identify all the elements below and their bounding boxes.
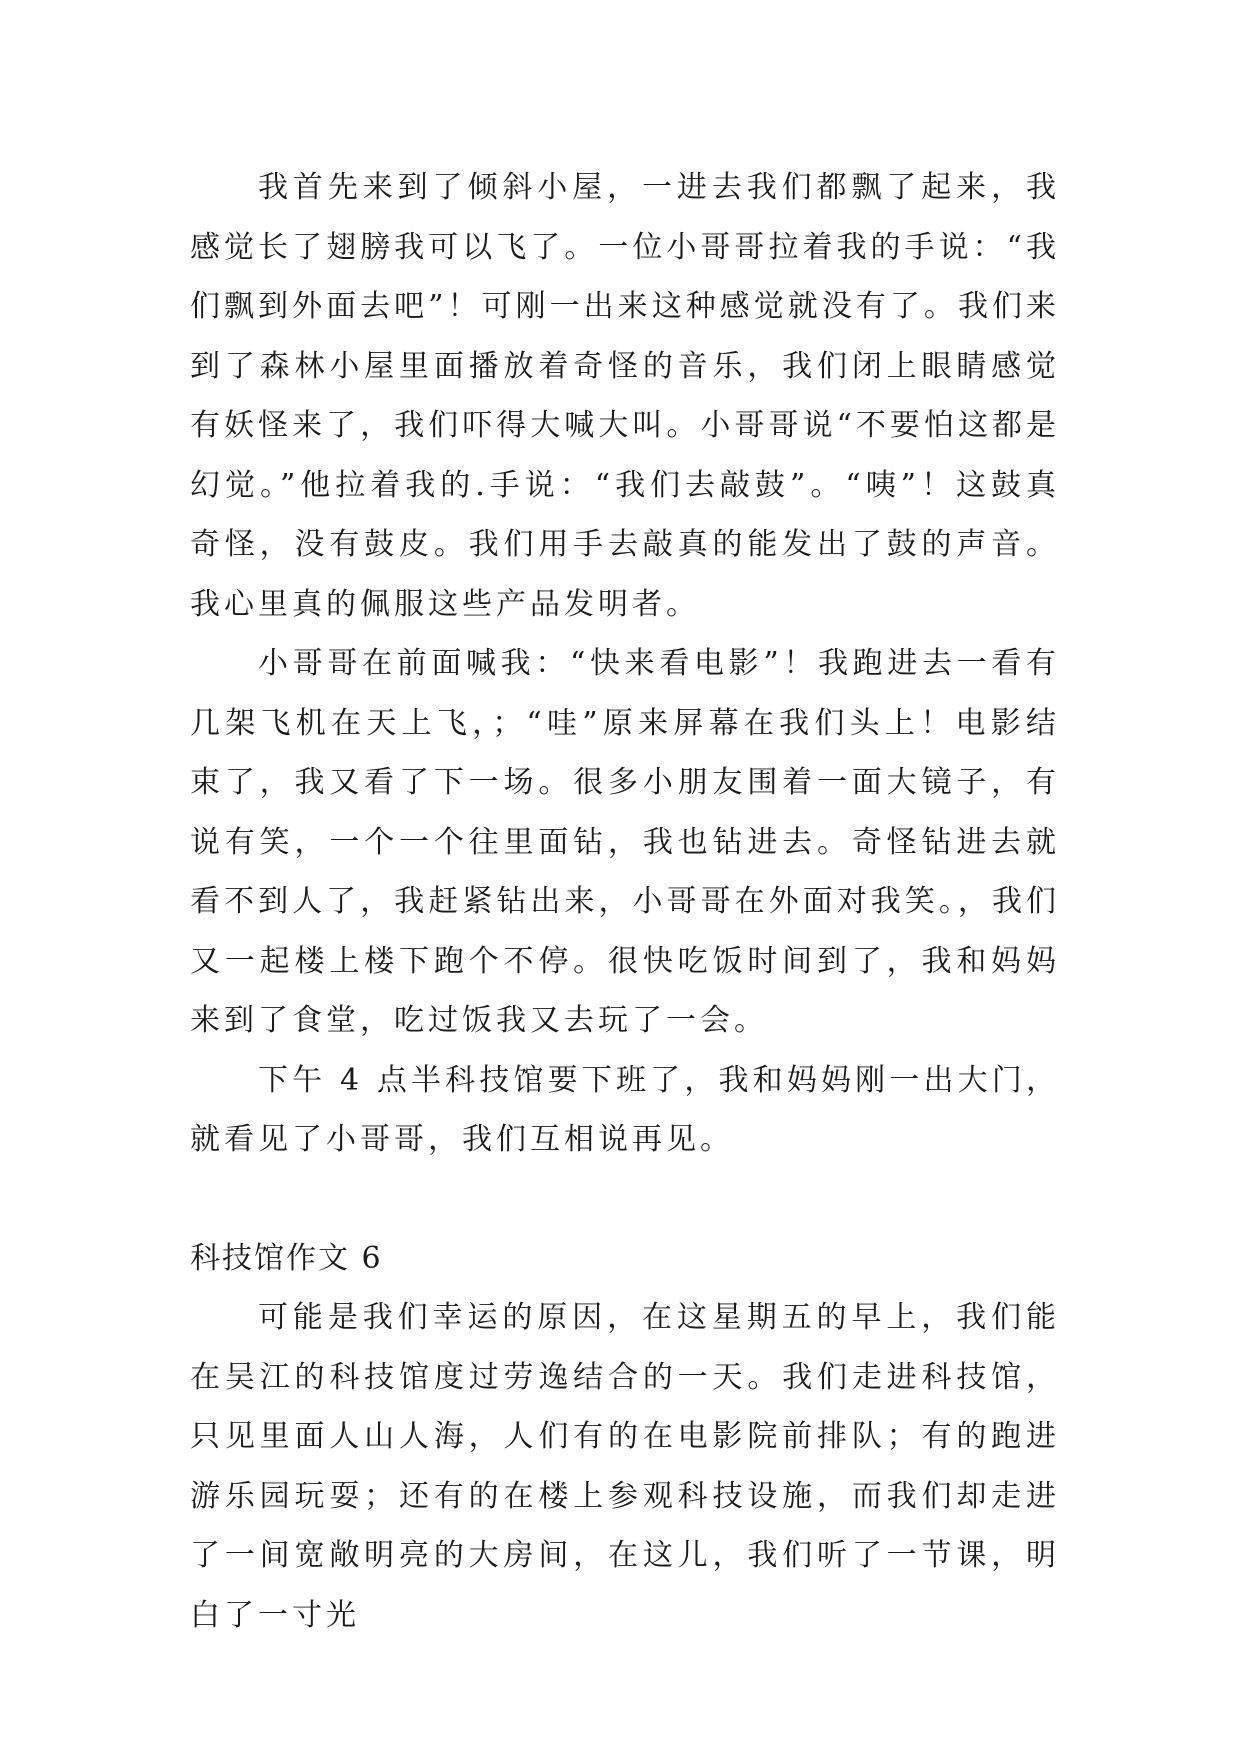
section-title: 科技馆作文 6 (190, 1240, 383, 1276)
paragraph-tilted-house: 我首先来到了倾斜小屋，一进去我们都飘了起来，我感觉长了翅膀我可以飞了。一位小哥哥拉着我的手说：“我们飘到外面去吧”！可刚一出来这种感觉就没有了。我们来到了森林小屋里面播放着奇怪的音乐，我们闭上眼睛感觉有妖怪来了，我们吓得大喊大叫。小哥哥说“不要怕这都是幻觉。”他拉着我的.手说：“我们去敲鼓”。“咦”！这鼓真奇怪，没有鼓皮。我们用手去敲真的能发出了鼓的声音。我心里真的佩服这些产品发明者。 (190, 170, 1060, 622)
page-content (190, 158, 1060, 1645)
paragraph-lucky-day: 可能是我们幸运的原因，在这星期五的早上，我们能在吴江的科技馆度过劳逸结合的一天。我们走进科技馆，只见里面人山人海，人们有的在电影院前排队；有的跑进游乐园玩耍；还有的在楼上参观科技设施，而我们却走进了一间宽敞明亮的大房间，在这儿，我们听了一节课，明白了一寸光 (190, 1300, 1060, 1633)
paragraph-goodbye: 下午 4 点半科技馆要下班了，我和妈妈刚一出大门，就看见了小哥哥，我们互相说再见。 (190, 1062, 1060, 1157)
paragraph-movie: 小哥哥在前面喊我：“快来看电影”！我跑进去一看有几架飞机在天上飞，；“哇”原来屏幕在我们头上！电影结束了，我又看了下一场。很多小朋友围着一面大镜子，有说有笑，一个一个往里面钻，我也钻进去。奇怪钻进去就看不到人了，我赶紧钻出来，小哥哥在外面对我笑。，我们又一起楼上楼下跑个不停。很快吃饭时间到了，我和妈妈来到了食堂，吃过饭我又去玩了一会。 (190, 646, 1060, 1038)
